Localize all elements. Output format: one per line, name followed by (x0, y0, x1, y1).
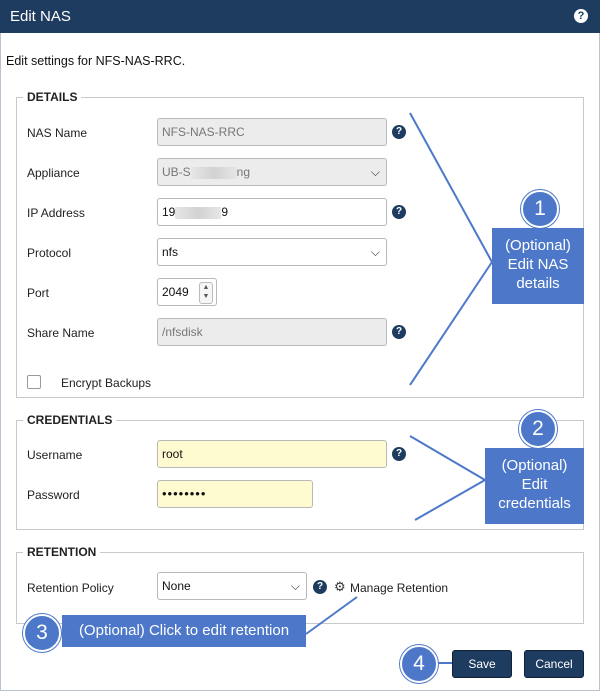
password-label: Password (27, 488, 80, 502)
callout-1-line-2: Edit NAS (507, 256, 569, 273)
chevron-down-icon: ⌵ (370, 165, 380, 179)
callout-2-line-bottom (415, 480, 485, 520)
ip-address-help-icon[interactable]: ? (392, 205, 406, 219)
nas-name-help-icon[interactable]: ? (392, 125, 406, 139)
encrypt-backups-label: Encrypt Backups (61, 376, 152, 390)
nas-name-value: NFS-NAS-RRC (162, 125, 245, 139)
username-label: Username (27, 448, 83, 462)
callout-2-line-3: credentials (498, 495, 571, 512)
callout-2-line-2: Edit (521, 476, 548, 493)
callout-1-line-1: (Optional) (505, 237, 571, 254)
nas-name-label: NAS Name (27, 126, 88, 140)
callout-1-line-bottom (410, 262, 492, 385)
retention-policy-value: None (162, 579, 191, 593)
port-label: Port (27, 286, 50, 300)
share-name-value: /nfsdisk (162, 325, 203, 339)
username-value: root (162, 447, 183, 461)
callout-1-box (492, 228, 584, 304)
gear-icon[interactable]: ⚙ (334, 579, 346, 594)
chevron-down-icon: ⌵ (290, 579, 300, 593)
share-name-label: Share Name (27, 326, 95, 340)
retention-policy-label: Retention Policy (27, 581, 114, 595)
password-value: •••••••• (162, 486, 207, 501)
chevron-down-icon: ⌵ (370, 245, 380, 259)
callout-2-line-top (410, 436, 485, 480)
manage-retention-link[interactable]: Manage Retention (350, 581, 449, 595)
port-value: 2049 (162, 285, 189, 299)
retention-help-icon[interactable]: ? (313, 580, 327, 594)
callout-1-line-3: details (516, 275, 560, 292)
callout-3-box: (Optional) Click to edit retention (62, 615, 306, 647)
callout-2-line-1: (Optional) (501, 457, 568, 474)
callout-3-line (306, 597, 357, 634)
protocol-label: Protocol (27, 246, 72, 260)
callout-1-line-top (410, 113, 492, 262)
cancel-button[interactable]: Cancel (524, 650, 584, 678)
port-stepper[interactable]: ▲ ▼ (199, 282, 213, 304)
appliance-value-end: ng (236, 165, 251, 179)
credentials-legend: CREDENTIALS (27, 413, 113, 427)
callout-2-box (485, 448, 584, 524)
retention-legend: RETENTION (27, 545, 97, 559)
save-button[interactable]: Save (452, 650, 512, 678)
callout-3-badge: 3 (23, 614, 61, 652)
ip-value-start: 19 (162, 205, 176, 219)
share-name-help-icon[interactable]: ? (392, 325, 406, 339)
ip-value-end: 9 (221, 205, 229, 219)
protocol-value: nfs (162, 245, 179, 259)
callout-2-badge: 2 (519, 410, 557, 448)
appliance-label: Appliance (27, 166, 80, 180)
dialog-subtitle: Edit settings for NFS-NAS-RRC. (6, 54, 186, 68)
details-legend: DETAILS (27, 90, 78, 104)
appliance-value-start: UB-S (162, 165, 191, 179)
help-icon[interactable]: ? (574, 9, 588, 23)
username-help-icon[interactable]: ? (392, 447, 406, 461)
callout-1-badge: 1 (521, 190, 559, 228)
dialog-title: Edit NAS (10, 8, 71, 25)
callout-4-badge: 4 (400, 645, 438, 683)
ip-address-label: IP Address (27, 206, 85, 220)
